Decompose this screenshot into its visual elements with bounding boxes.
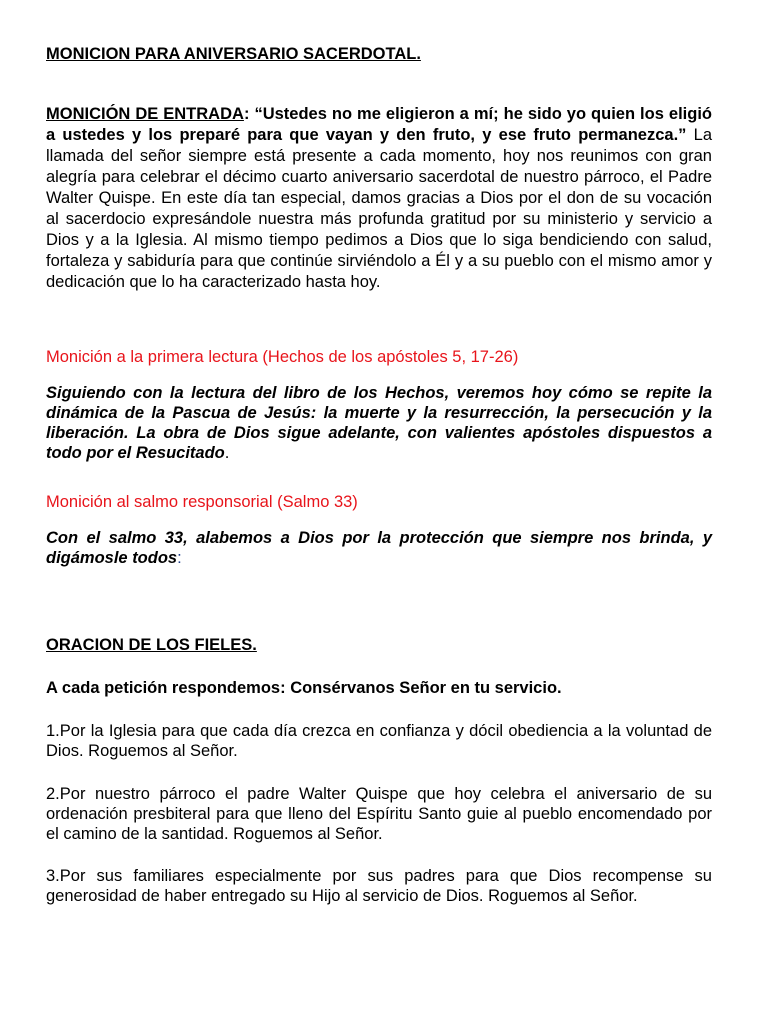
primera-lectura-end: . [224,444,230,462]
salmo-end: : [177,549,182,567]
petition-item: 1.Por la Iglesia para que cada día crezca en confianza y dócil obediencia a la voluntad de Dios. Roguemos al Señor. [46,722,712,760]
entrada-label: MONICIÓN DE ENTRADA [46,105,244,123]
primera-lectura-heading: Monición a la primera lectura (Hechos de los apóstoles 5, 17-26) [46,348,519,366]
primera-lectura-body: Siguiendo con la lectura del libro de los Hechos, veremos hoy cómo se repite la dinámica de la Pascua de Jesús: la muerte y la resurrección, la persecución y la liberación. La obra de Dios sigue adelante, con valientes apóstoles dispuestos a todo por el Resucitado [46,384,712,462]
entrada-colon: : [243,105,250,123]
entrada-quote: “Ustedes no me eligieron a mí; he sido yo quien los eligió a ustedes y los preparé para que vayan y den fruto, y ese fruto permanezca.” [46,105,712,144]
petition-item: 2.Por nuestro párroco el padre Walter Quispe que hoy celebra el aniversario de su ordenación presbiteral para que lleno del Espíritu Santo guie al pueblo encomendado por el camino de la santidad. Roguemos al Señor. [46,785,712,843]
salmo-heading: Monición al salmo responsorial (Salmo 33) [46,493,358,511]
primera-lectura-text [46,383,712,463]
document-title: MONICION PARA ANIVERSARIO SACERDOTAL. [46,45,421,63]
petition-item: 3.Por sus familiares especialmente por sus padres para que Dios recompense su generosidad de haber entregado su Hijo al servicio de Dios. Roguemos al Señor. [46,867,712,905]
salmo-text [46,528,712,568]
oracion-response: A cada petición respondemos: Consérvanos Señor en tu servicio. [46,679,562,697]
oracion-heading: ORACION DE LOS FIELES. [46,636,257,654]
entrada-paragraph [46,104,712,293]
entrada-body: La llamada del señor siempre está presente a cada momento, hoy nos reunimos con gran alegría para celebrar el décimo cuarto aniversario sacerdotal de nuestro párroco, el Padre Walter Quispe. En este día tan especial, damos gracias a Dios por el don de su vocación al sacerdocio expresándole nuestra más profunda gratitud por su ministerio y servicio a Dios y a la Iglesia. Al mismo tiempo pedimos a Dios que lo siga bendiciendo con salud, fortaleza y sabiduría para que continúe sirviéndolo a Él y a su pueblo con el mismo amor y dedicación que lo ha caracterizado hasta hoy. [46,126,713,291]
salmo-body: Con el salmo 33, alabemos a Dios por la protección que siempre nos brinda, y digámosle todos [46,529,712,567]
